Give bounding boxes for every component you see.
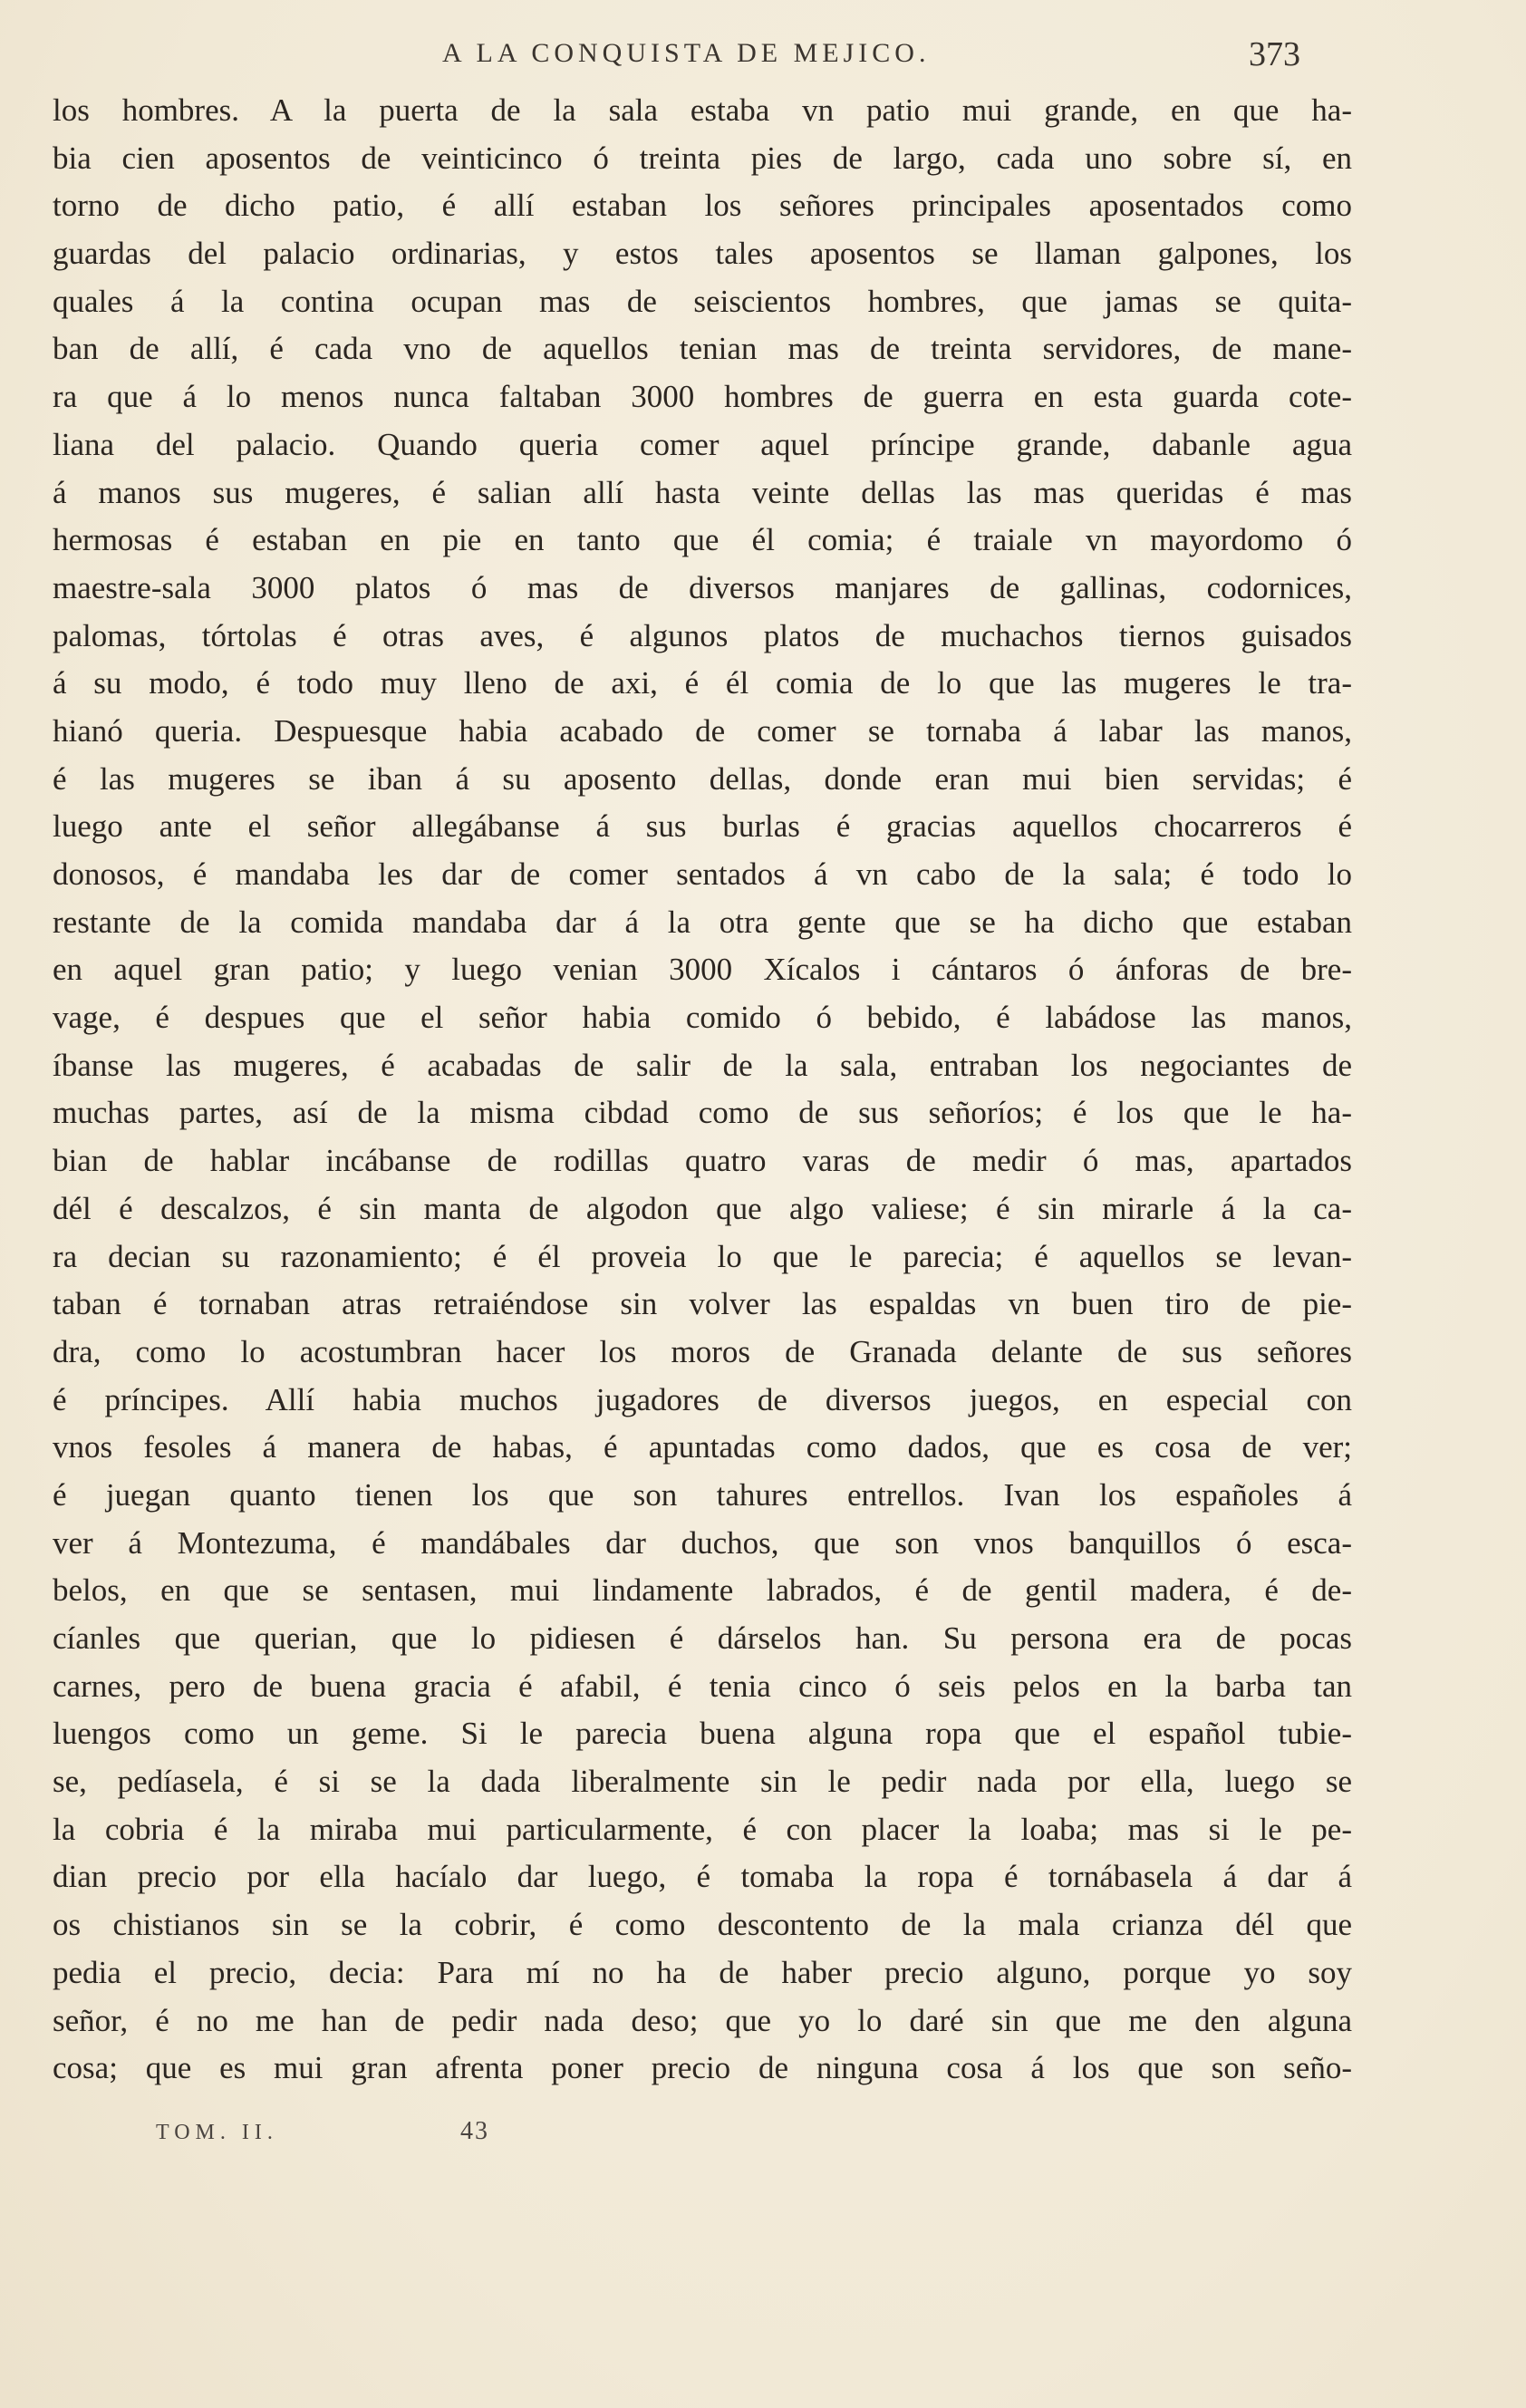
running-title: A LA CONQUISTA DE MEJICO. <box>442 38 931 68</box>
text-line: torno de dicho patio, é allí estaban los señores principales aposentados como <box>53 188 1352 224</box>
text-line: señor, é no me han de pedir nada deso; que yo lo daré sin que me den alguna <box>53 2002 1352 2038</box>
text-line: ban de allí, é cada vno de aquellos tenian mas de treinta servidores, de mane- <box>53 331 1352 367</box>
text-line: hermosas é estaban en pie en tanto que él comia; é traiale vn mayordomo ó <box>53 522 1352 558</box>
text-line: hianó queria. Despuesque habia acabado de comer se tornaba á labar las manos, <box>53 712 1352 749</box>
text-line: los hombres. A la puerta de la sala estaba vn patio mui grande, en que ha- <box>53 92 1352 128</box>
text-line: dian precio por ella hacíalo dar luego, é tomaba la ropa é tornábasela á dar á <box>53 1859 1352 1895</box>
text-line: vnos fesoles á manera de habas, é apuntadas como dados, que es cosa de ver; <box>53 1429 1352 1465</box>
text-line: liana del palacio. Quando queria comer aquel príncipe grande, dabanle agua <box>53 426 1352 462</box>
page-number: 373 <box>1249 35 1300 73</box>
body-text <box>53 87 1352 2093</box>
text-line: taban é tornaban atras retraiéndose sin volver las espaldas vn buen tiro de pie- <box>53 1286 1352 1322</box>
text-line: é juegan quanto tienen los que son tahures entrellos. Ivan los españoles á <box>53 1476 1352 1513</box>
text-line: ra que á lo menos nunca faltaban 3000 hombres de guerra en esta guarda cote- <box>53 379 1352 415</box>
text-line: dél é descalzos, é sin manta de algodon que algo valiese; é sin mirarle á la ca- <box>53 1190 1352 1226</box>
text-line: bian de hablar incábanse de rodillas quatro varas de medir ó mas, apartados <box>53 1143 1352 1179</box>
running-header <box>0 35 1526 74</box>
signature-mark: 43 <box>460 2117 489 2145</box>
text-line: íbanse las mugeres, é acabadas de salir de la sala, entraban los negociantes de <box>53 1047 1352 1083</box>
text-line: carnes, pero de buena gracia é afabil, é tenia cinco ó seis pelos en la barba tan <box>53 1668 1352 1704</box>
text-line: quales á la contina ocupan mas de seiscientos hombres, que jamas se quita- <box>53 283 1352 319</box>
text-line: os chistianos sin se la cobrir, é como descontento de la mala crianza dél que <box>53 1907 1352 1943</box>
text-line: bia cien aposentos de veinticinco ó treinta pies de largo, cada uno sobre sí, en <box>53 140 1352 176</box>
text-line: ra decian su razonamiento; é él proveia lo que le parecia; é aquellos se levan- <box>53 1238 1352 1274</box>
text-line: á su modo, é todo muy lleno de axi, é él comia de lo que las mugeres le tra- <box>53 665 1352 701</box>
text-line: luengos como un geme. Si le parecia buena alguna ropa que el español tubie- <box>53 1716 1352 1752</box>
volume-label: TOM. II. <box>156 2121 278 2144</box>
text-line: é las mugeres se iban á su aposento dellas, donde eran mui bien servidas; é <box>53 760 1352 797</box>
text-line: luego ante el señor allegábanse á sus burlas é gracias aquellos chocarreros é <box>53 808 1352 845</box>
text-line: la cobria é la miraba mui particularmente, é con placer la loaba; mas si le pe- <box>53 1811 1352 1847</box>
text-line: muchas partes, así de la misma cibdad como de sus señoríos; é los que le ha- <box>53 1095 1352 1131</box>
text-line: se, pedíasela, é si se la dada liberalmente sin le pedir nada por ella, luego se <box>53 1764 1352 1800</box>
text-line: dra, como lo acostumbran hacer los moros de Granada delante de sus señores <box>53 1333 1352 1369</box>
text-line: pedia el precio, decia: Para mí no ha de haber precio alguno, porque yo soy <box>53 1954 1352 1990</box>
page-footer <box>0 2117 1526 2157</box>
text-line: cíanles que querian, que lo pidiesen é dárselos han. Su persona era de pocas <box>53 1620 1352 1656</box>
text-line: belos, en que se sentasen, mui lindamente labrados, é de gentil madera, é de- <box>53 1572 1352 1609</box>
text-line: á manos sus mugeres, é salian allí hasta veinte dellas las mas queridas é mas <box>53 474 1352 510</box>
text-line: guardas del palacio ordinarias, y estos tales aposentos se llaman galpones, los <box>53 236 1352 272</box>
text-line: en aquel gran patio; y luego venian 3000 Xícalos i cántaros ó ánforas de bre- <box>53 952 1352 988</box>
text-line: vage, é despues que el señor habia comido ó bebido, é labádose las manos, <box>53 1000 1352 1036</box>
text-line: restante de la comida mandaba dar á la otra gente que se ha dicho que estaban <box>53 904 1352 940</box>
text-line: cosa; que es mui gran afrenta poner precio de ninguna cosa á los que son seño- <box>53 2050 1352 2086</box>
text-line: palomas, tórtolas é otras aves, é algunos platos de muchachos tiernos guisados <box>53 617 1352 653</box>
text-line: maestre-sala 3000 platos ó mas de diversos manjares de gallinas, codornices, <box>53 569 1352 605</box>
text-line: donosos, é mandaba les dar de comer sentados á vn cabo de la sala; é todo lo <box>53 856 1352 892</box>
text-line: é príncipes. Allí habia muchos jugadores de diversos juegos, en especial con <box>53 1381 1352 1417</box>
text-line: ver á Montezuma, é mandábales dar duchos, que son vnos banquillos ó esca- <box>53 1524 1352 1561</box>
